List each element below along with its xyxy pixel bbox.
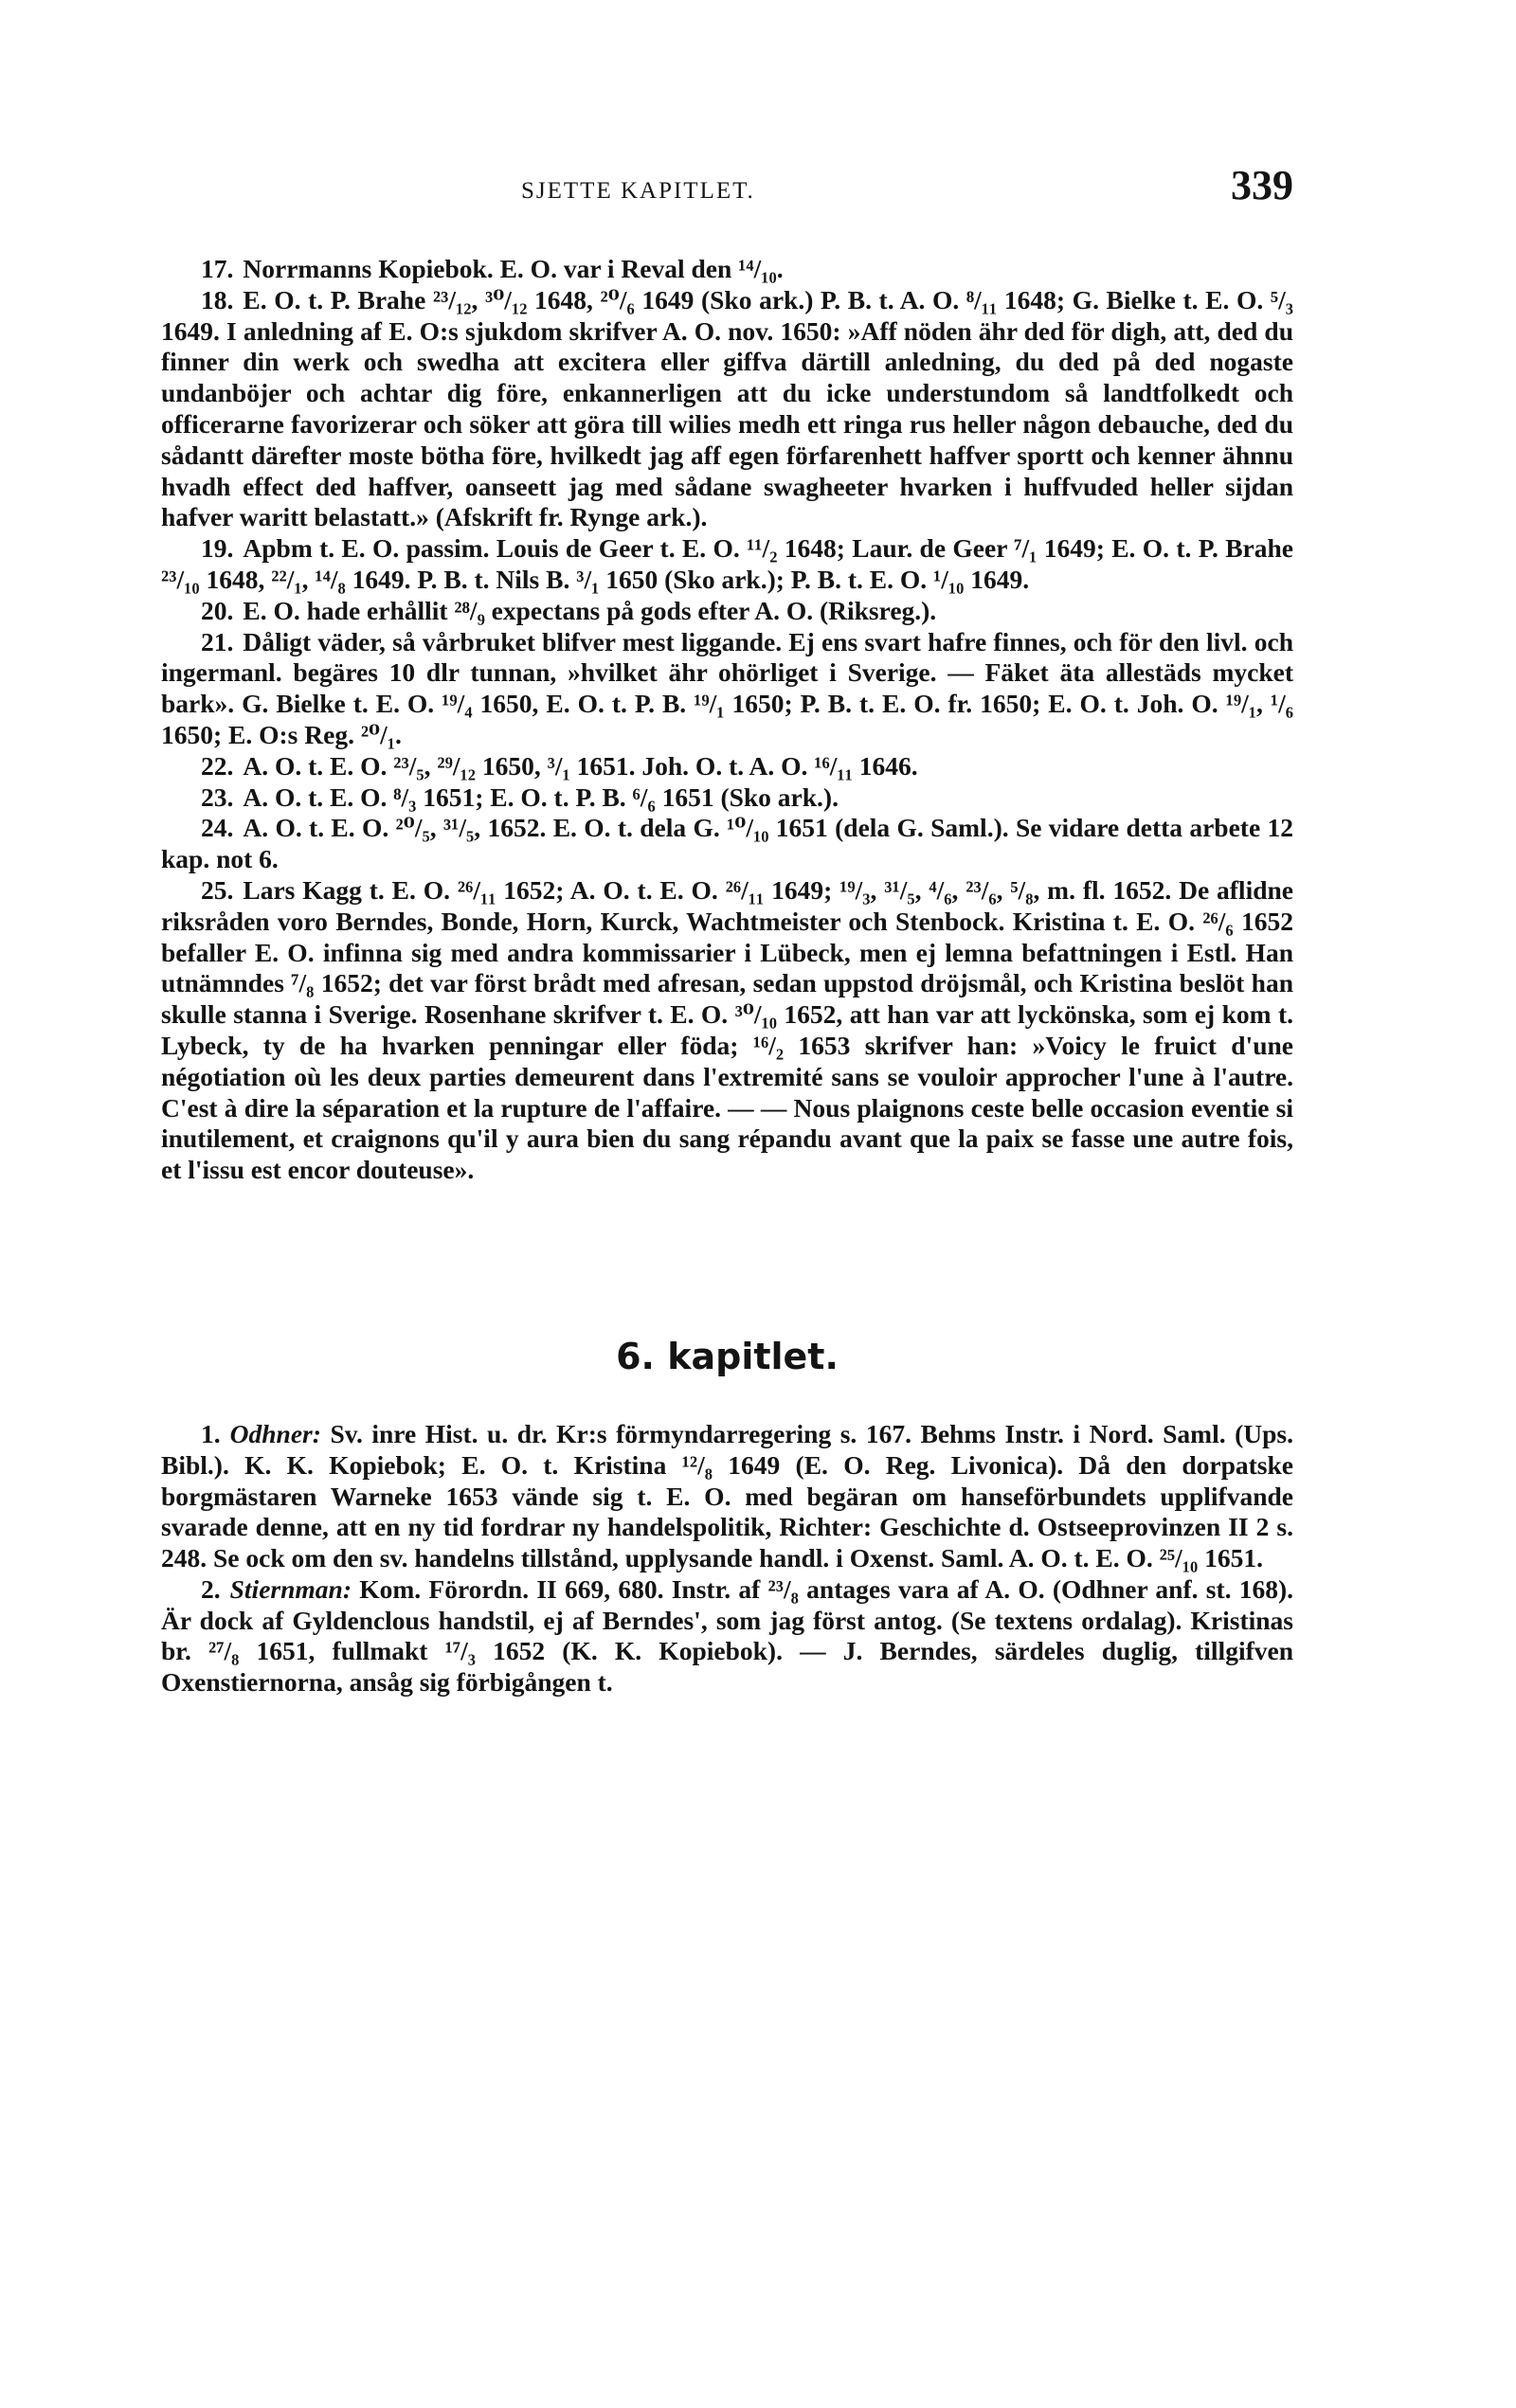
notes-chapter-6 (161, 1419, 1293, 1698)
note (161, 533, 1293, 596)
note-text: Lars Kagg t. E. O. ²⁶/₁₁ 1652; A. O. t. E. O. ²⁶/₁₁ 1649; ¹⁹/₃, ³¹/₅, ⁴/₆, ²³/₆, ⁵/₈, m. fl. 1652. De aflidne riksråden voro Berndes, Bonde, Horn, Kurck, Wachtmeister och Stenbock. Kristina t. E. O. ²⁶/₆ 1652 befaller E. O. infinna sig med andra kommissarier i Lübeck, men ej lemna befattningen i Estl. Han utnämndes ⁷/₈ 1652; det var först brådt med afresan, sedan uppstod dröjsmål, och Kristina beslöt han skulle stanna i Sverige. Rosenhane skrifver t. E. O. ³⁰/₁₀ 1652, att han var att lyckönska, som ej kom t. Lybeck, ty de ha hvarken penningar eller föda; ¹⁶/₂ 1653 skrifver han: »Voicy le fruict d'une négotiation où les deux parties demeurent dans l'extremité sans se vouloir approcher l'une à l'autre. C'est à dire la séparation et la rupture de l'affaire. — — Nous plaignons ceste belle occasion eventie si inutilement, et craignons qu'il y aura bien du sang répandu avant que la paix se fasse une autre fois, et l'issu est encor douteuse». (161, 874, 1293, 1185)
note-number: 23. (201, 782, 234, 812)
note (161, 1574, 1293, 1698)
note-number: 21. (201, 626, 234, 656)
note-number: 24. (201, 813, 234, 843)
note-text: Sv. inre Hist. u. dr. Kr:s förmyndarregering s. 167. Behms Instr. i Nord. Saml. (Ups. Bibl.). K. K. Kopiebok; E. O. t. Kristina ¹²/₈ 1649 (E. O. Reg. Livonica). Då den dorpatske borgmästaren Warneke 1653 vände sig t. E. O. med begäran om hanseförbundets upplifvande svarade denne, att en ny tid fordrar ny handelspolitik, Richter: Geschichte d. Ostseeprovinzen II 2 s. 248. Se ock om den sv. handelns tillstånd, upplysande handl. i Oxenst. Saml. A. O. t. E. O. ²⁵/₁₀ 1651. (161, 1418, 1294, 1573)
note-text: A. O. t. E. O. ²³/₅, ²⁹/₁₂ 1650, ³/₁ 1651. Joh. O. t. A. O. ¹⁶/₁₁ 1646. (243, 750, 918, 781)
note-text: Apbm t. E. O. passim. Louis de Geer t. E. O. ¹¹/₂ 1648; Laur. de Geer ⁷/₁ 1649; E. O. t. P. Brahe ²³/₁₀ 1648, ²²/₁, ¹⁴/₈ 1649. P. B. t. Nils B. ³/₁ 1650 (Sko ark.); P. B. t. E. O. ¹/₁₀ 1649. (161, 533, 1293, 594)
note-text: Dåligt väder, så vårbruket blifver mest liggande. Ej ens svart hafre finnes, och för den livl. och ingermanl. begäres 10 dlr tunnan, »hvilket ähr ohörliget i Sverige. — Fäket äta allestäds mycket bark». G. Bielke t. E. O. ¹⁹/₄ 1650, E. O. t. P. B. ¹⁹/₁ 1650; P. B. t. E. O. fr. 1650; E. O. t. Joh. O. ¹⁹/₁, ¹/₆ 1650; E. O:s Reg. ²⁰/₁. (161, 626, 1293, 749)
note (161, 254, 1293, 285)
running-title: SJETTE KAPITLET. (521, 178, 755, 204)
note (161, 1419, 1293, 1574)
note-number: 1. (201, 1418, 221, 1448)
note-text: E. O. t. P. Brahe ²³/₁₂, ³⁰/₁₂ 1648, ²⁰/₆ 1649 (Sko ark.) P. B. t. A. O. ⁸/₁₁ 1648; G. Bielke t. E. O. ⁵/₃ 1649. I anledning af E. O:s sjukdom skrifver A. O. nov. 1650: »Aff nöden ähr ded för digh, att, ded du finner din werk och swedha att excitera eller giffva därtill anledning, du ded på ded nogaste undanböjer och achtar dig före, enkannerligen att du icke understundom så landtfolkedt och officerarne favorizerar och söker att göra till wilies medh ett ringa rus heller någon debauche, ded du sådantt därefter moste bötha före, hvilkedt jag aff egen förfarenhett haffver sportt och kenner ähnnu hvadh effect ded haffver, oanseett jag med sådane swagheeter hvarken i huffvuded heller sijdan hafver waritt belastatt.» (Afskrift fr. Rynge ark.). (161, 284, 1293, 532)
book-page (161, 161, 1293, 1698)
page-number: 339 (1231, 162, 1293, 208)
note-author: Stiernman: (229, 1573, 352, 1604)
note (161, 875, 1293, 1186)
note-text: A. O. t. E. O. ⁸/₃ 1651; E. O. t. P. B. ⁶/₆ 1651 (Sko ark.). (243, 782, 839, 812)
chapter-heading: 6. kapitlet. (616, 1335, 839, 1377)
page-header (161, 161, 1293, 218)
note (161, 813, 1293, 875)
note-author: Odhner: (229, 1418, 321, 1448)
note (161, 596, 1293, 627)
note-number: 20. (201, 595, 234, 625)
note-text: E. O. hade erhållit ²⁸/₉ expectans på gods efter A. O. (Riksreg.). (243, 595, 937, 625)
note-number: 25. (201, 874, 234, 905)
note-number: 2. (201, 1573, 221, 1604)
note-number: 22. (201, 750, 234, 781)
note-number: 18. (201, 284, 234, 314)
note (161, 627, 1293, 751)
note-number: 17. (201, 254, 234, 283)
note-number: 19. (201, 533, 234, 564)
note (161, 782, 1293, 814)
note (161, 751, 1293, 782)
note-text: Kom. Förordn. II 669, 680. Instr. af ²³/₈ antages vara af A. O. (Odhner anf. st. 168). Är dock af Gyldenclous handstil, ej af Berndes', som jag först antog. (Se textens ordalag). Kristinas br. ²⁷/₈ 1651, fullmakt ¹⁷/₃ 1652 (K. K. Kopiebok). — J. Berndes, särdeles duglig, tillgifven Oxenstiernorna, ansåg sig förbigången t. (161, 1573, 1294, 1698)
note-text: Norrmanns Kopiebok. E. O. var i Reval den ¹⁴/₁₀. (243, 254, 784, 283)
note-text: A. O. t. E. O. ²⁰/₅, ³¹/₅, 1652. E. O. t. dela G. ¹⁰/₁₀ 1651 (dela G. Saml.). Se vidare detta arbete 12 kap. not 6. (161, 813, 1293, 874)
note (161, 285, 1293, 533)
notes-previous-chapter (161, 254, 1293, 1186)
